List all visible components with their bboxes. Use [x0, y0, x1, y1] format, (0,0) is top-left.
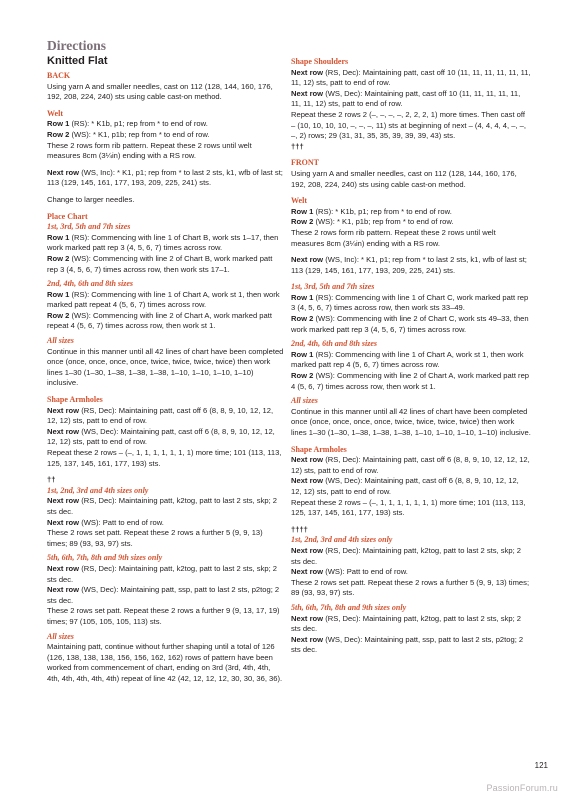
armhole-repeat: Repeat these 2 rows – (–, 1, 1, 1, 1, 1, 1, 1) more time; 101 (113, 113, 125, 137, 145, 161, 177, 193) sts.	[47, 448, 282, 468]
back-text: Using yarn A and smaller needles, cast on 112 (128, 144, 160, 176, 192, 208, 224, 240) sts using cable cast-on method.	[47, 81, 273, 102]
armhole-repeat: Repeat these 2 rows – (–, 1, 1, 1, 1, 1, 1, 1) more time; 101 (113, 113, 125, 137, 145, 161, 177, 193) sts.	[291, 497, 526, 518]
sizes-subheading: 1st, 3rd, 5th and 7th sizes	[291, 282, 375, 292]
welt-row-1: Row 1 (RS): * K1b, p1; rep from * to end of row.	[291, 206, 452, 216]
welt-next-row: Next row (WS, Inc): * K1, p1; rep from * to last 2 sts, k1, wfb of last st; 113 (129, 145, 161, 177, 193, 209, 225, 241) sts.	[291, 255, 527, 275]
back-heading: BACK	[47, 71, 71, 80]
dec-next-row: Next row (RS, Dec): Maintaining patt, k2tog, patt to last 2 sts, skp; 2 sts dec.	[47, 496, 278, 516]
welt-row-1: Row 1 (RS): * K1b, p1; rep from * to end of row.	[47, 119, 208, 129]
chart-row-2: Row 2 (WS): Commencing with line 2 of Chart C, work sts 49–33, then work marked patt rep 3 (4, 5, 6, 7) times across row.	[291, 314, 529, 334]
watermark-brand: PassionForum.ru	[486, 783, 558, 793]
all-sizes-text: Continue in this manner until all 42 lines of chart have been completed once (once, once, once, once, twice, twice, twice, twice) then work lines 1–30 (1–30, 1–38, 1–38, 1–38, 1–10, 1–10, 1–10, 1–10) inclusive.	[47, 346, 284, 388]
armhole-next-row: Next row (WS, Dec): Maintaining patt, cast off 6 (8, 8, 9, 10, 12, 12, 12, 12) sts, patt to end of row.	[291, 476, 519, 496]
all-sizes-text: Continue in this manner until all 42 lines of chart have been completed once (once, once, once, once, twice, twice, twice, twice) then work lines 1–30 (1–30, 1–38, 1–38, 1–38, 1–10, 1–10, 1–10, 1–10) inclusive.	[291, 406, 531, 437]
dec-next-row: Next row (WS, Dec): Maintaining patt, ssp, patt to last 2 sts, p2tog; 2 sts dec.	[47, 585, 280, 605]
dagger-marker: ††	[47, 475, 56, 485]
sizes-subheading: 1st, 2nd, 3rd and 4th sizes only	[291, 535, 393, 545]
sizes-subheading: 5th, 6th, 7th, 8th and 9th sizes only	[47, 553, 163, 563]
chart-row-1: Row 1 (RS): Commencing with line 1 of Chart A, work st 1, then work marked patt repeat 4 (5, 6, 7) times across row.	[47, 289, 280, 310]
chart-row-1: Row 1 (RS): Commencing with line 1 of Chart A, work st 1, then work marked patt rep 4 (5, 6, 7) times across row.	[291, 349, 524, 370]
dec-repeat: These 2 rows set patt. Repeat these 2 rows a further 5 (9, 9, 13) times; 89 (93, 93, 97) sts.	[47, 528, 263, 548]
chart-row-2: Row 2 (WS): Commencing with line 2 of Chart A, work marked patt repeat 4 (5, 6, 7) times across row, then work st 1.	[47, 310, 272, 331]
welt-next-row: Next row (WS, Inc): * K1, p1; rep from * to last 2 sts, k1, wfb of last st; 113 (129, 145, 161, 177, 193, 209, 225, 241) sts.	[47, 167, 283, 188]
sizes-subheading: 2nd, 4th, 6th and 8th sizes	[47, 279, 134, 289]
front-text: Using yarn A and smaller needles, cast on 112 (128, 144, 160, 176, 192, 208, 224, 240) sts using cable cast-on method.	[291, 168, 517, 189]
section-subtitle: Knitted Flat	[47, 55, 108, 67]
chart-row-1: Row 1 (RS): Commencing with line 1 of Chart C, work marked patt rep 3 (4, 5, 6, 7) times across row, then work sts 33–49.	[291, 292, 529, 313]
welt-row-2: Row 2 (WS): * K1, p1b; rep from * to end of row.	[291, 217, 454, 227]
change-needles: Change to larger needles.	[47, 194, 135, 204]
sizes-subheading: 1st, 3rd, 5th and 7th sizes	[47, 222, 131, 232]
dec-next-row: Next row (WS): Patt to end of row.	[291, 567, 408, 577]
all-sizes-text: Maintaining patt, continue without further shaping until a total of 126 (126, 138, 138, 138, 156, 156, 162, 162) rows of pattern have been worked from commencement of chart, ending on 3rd (3rd, 4th, 4th, 4th, 4th, 4th, 4th, 4th) repeat of line 42 (42, 12, 12, 12, 30, 30, 36, 36).	[47, 642, 283, 683]
armhole-next-row: Next row (RS, Dec): Maintaining patt, cast off 6 (8, 8, 9, 10, 12, 12, 12, 12) sts, patt to end of row.	[47, 405, 274, 426]
dec-next-row: Next row (RS, Dec): Maintaining patt, k2tog, patt to last 2 sts, skp; 2 sts dec.	[47, 563, 278, 584]
dagger-marker: ††††	[291, 524, 308, 534]
dec-repeat: These 2 rows set patt. Repeat these 2 rows a further 9 (9, 13, 17, 19) times; 97 (105, 105, 105, 113) sts.	[47, 606, 280, 626]
sizes-subheading: All sizes	[291, 396, 318, 406]
sizes-subheading: 1st, 2nd, 3rd and 4th sizes only	[47, 485, 149, 495]
sizes-subheading: All sizes	[47, 336, 74, 346]
chart-row-1: Row 1 (RS): Commencing with line 1 of Chart B, work sts 1–17, then work marked patt rep 3 (4, 5, 6, 7) times across row.	[47, 232, 279, 253]
place-chart-heading: Place Chart	[47, 211, 88, 221]
welt-repeat: These 2 rows form rib pattern. Repeat these 2 rows until welt measures 8cm (3¼in) ending with a RS row.	[47, 140, 252, 161]
sizes-subheading: 5th, 6th, 7th, 8th and 9th sizes only	[291, 602, 407, 612]
chart-row-2: Row 2 (WS): Commencing with line 2 of Chart A, work marked patt rep 4 (5, 6, 7) times across row, then work st 1.	[291, 371, 530, 391]
shoulder-repeat: Repeat these 2 rows 2 (–, –, –, –, 2, 2, 2, 1) more times. Then cast off – (10, 10, 10, 10, –, –, –, 11) sts at beginning of next – (4, 4, 4, 4, –, –, –, 2) rows; 29 (31, 31, 35, 35, 39, 39, 39, 43) sts.	[291, 109, 526, 141]
armholes-heading: Shape Armholes	[47, 395, 103, 405]
armholes-heading: Shape Armholes	[291, 444, 347, 454]
welt-heading: Welt	[291, 196, 307, 206]
dec-next-row: Next row (RS, Dec): Maintaining patt, k2tog, patt to last 2 sts, skp; 2 sts dec.	[291, 613, 522, 634]
shoulders-heading: Shape Shoulders	[291, 57, 349, 66]
dec-next-row: Next row (WS, Dec): Maintaining patt, ssp, patt to last 2 sts, p2tog; 2 sts dec.	[291, 634, 524, 655]
right-column	[291, 57, 531, 656]
dec-next-row: Next row (WS): Patt to end of row.	[47, 517, 164, 527]
left-column	[47, 38, 285, 684]
armhole-next-row: Next row (RS, Dec): Maintaining patt, cast off 6 (8, 8, 9, 10, 12, 12, 12, 12) sts, patt to end of row.	[291, 455, 530, 475]
shoulder-next-row: Next row (WS, Dec): Maintaining patt, cast off 10 (11, 11, 11, 11, 11, 11, 11, 12) sts, patt to end of row.	[291, 88, 521, 109]
section-title: Directions	[47, 38, 106, 53]
sizes-subheading: All sizes	[47, 631, 74, 641]
welt-heading: Welt	[47, 108, 63, 118]
dagger-marker: †††	[291, 141, 304, 151]
dec-next-row: Next row (RS, Dec): Maintaining patt, k2tog, patt to last 2 sts, skp; 2 sts dec.	[291, 545, 522, 566]
front-heading: FRONT	[291, 158, 319, 168]
chart-row-2: Row 2 (WS): Commencing with line 2 of Chart B, work marked patt rep 3 (4, 5, 6, 7) times across row, then work sts 17–1.	[47, 253, 273, 274]
page-number: 121	[534, 761, 548, 770]
welt-row-2: Row 2 (WS): * K1, p1b; rep from * to end of row.	[47, 129, 210, 139]
armhole-next-row: Next row (WS, Dec): Maintaining patt, cast off 6 (8, 8, 9, 10, 12, 12, 12, 12) sts, patt to end of row.	[47, 426, 275, 447]
welt-repeat: These 2 rows form rib pattern. Repeat these 2 rows until welt measures 8cm (3¼in) ending with a RS row.	[291, 227, 496, 248]
sizes-subheading: 2nd, 4th, 6th and 8th sizes	[291, 339, 378, 349]
dec-repeat: These 2 rows set patt. Repeat these 2 rows a further 5 (9, 9, 13) times; 89 (93, 93, 97) sts.	[291, 577, 530, 598]
shoulder-next-row: Next row (RS, Dec): Maintaining patt, cast off 10 (11, 11, 11, 11, 11, 11, 11, 12) sts, patt to end of row.	[291, 67, 531, 88]
